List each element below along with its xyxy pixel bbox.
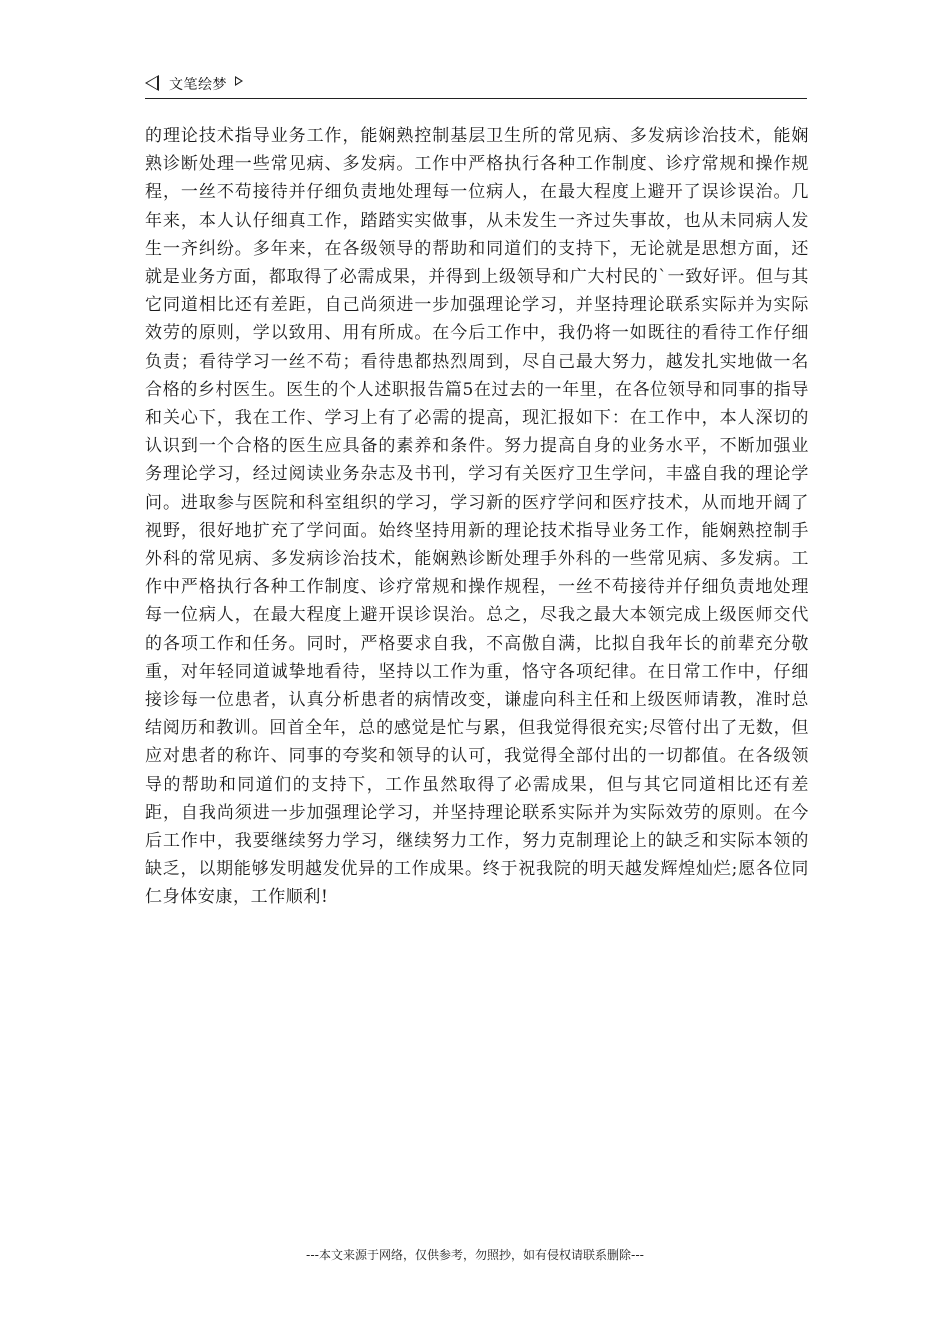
page-header (145, 72, 807, 99)
body-paragraph: 的理论技术指导业务工作，能娴熟控制基层卫生所的常见病、多发病诊治技术，能娴熟诊断处理一些常见病、多发病。工作中严格执行各种工作制度、诊疗常规和操作规程，一丝不苟接待并仔细负责地处理每一位病人，在最大程度上避开了误诊误治。几年来，本人认仔细真工作，踏踏实实做事，从未发生一齐过失事故，也从未同病人发生一齐纠纷。多年来，在各级领导的帮助和同道们的支持下，无论就是思想方面，还就是业务方面，都取得了必需成果，并得到上级领导和广大村民的`一致好评。但与其它同道相比还有差距，自己尚须进一步加强理论学习，并坚持理论联系实际并为实际效劳的原则，学以致用、用有所成。在今后工作中，我仍将一如既往的看待工作仔细负责；看待学习一丝不苟；看待患都热烈周到，尽自己最大努力，越发扎实地做一名合格的乡村医生。医生的个人述职报告篇5在过去的一年里，在各位领导和同事的指导和关心下，我在工作、学习上有了必需的提高，现汇报如下：在工作中，本人深切的认识到一个合格的医生应具备的素养和条件。努力提高自身的业务水平，不断加强业务理论学习，经过阅读业务杂志及书刊，学习有关医疗卫生学问，丰盛自我的理论学问。进取参与医院和科室组织的学习，学习新的医疗学问和医疗技术，从而地开阔了视野，很好地扩充了学问面。始终坚持用新的理论技术指导业务工作，能娴熟控制手外科的常见病、多发病诊治技术，能娴熟诊断处理手外科的一些常见病、多发病。工作中严格执行各种工作制度、诊疗常规和操作规程，一丝不苟接待并仔细负责地处理每一位病人，在最大程度上避开误诊误治。总之，尽我之最大本领完成上级医师交代的各项工作和任务。同时，严格要求自我，不高傲自满，比拟自我年长的前辈充分敬重，对年轻同道诚挚地看待，坚持以工作为重，恪守各项纪律。在日常工作中，仔细接诊每一位患者，认真分析患者的病情改变，谦虚向科主任和上级医师请教，准时总结阅历和教训。回首全年，总的感觉是忙与累，但我觉得很充实;尽管付出了无数，但应对患者的称许、同事的夸奖和领导的认可，我觉得全部付出的一切都值。在各级领导的帮助和同道们的支持下，工作虽然取得了必需成果，但与其它同道相比还有差距，自我尚须进一步加强理论学习，并坚持理论联系实际并为实际效劳的原则。在今后工作中，我要继续努力学习，继续努力工作，努力克制理论上的缺乏和实际本领的缺乏，以期能够发明越发优异的工作成果。终于祝我院的明天越发辉煌灿烂;愿各位同仁身体安康，工作顺利! (145, 126, 809, 908)
left-triangle-icon (145, 75, 159, 91)
right-triangle-icon (235, 76, 243, 86)
footer-disclaimer: ---本文来源于网络，仅供参考，勿照抄，如有侵权请联系删除--- (306, 1248, 644, 1262)
header-title: 文笔绘梦 (169, 77, 227, 93)
